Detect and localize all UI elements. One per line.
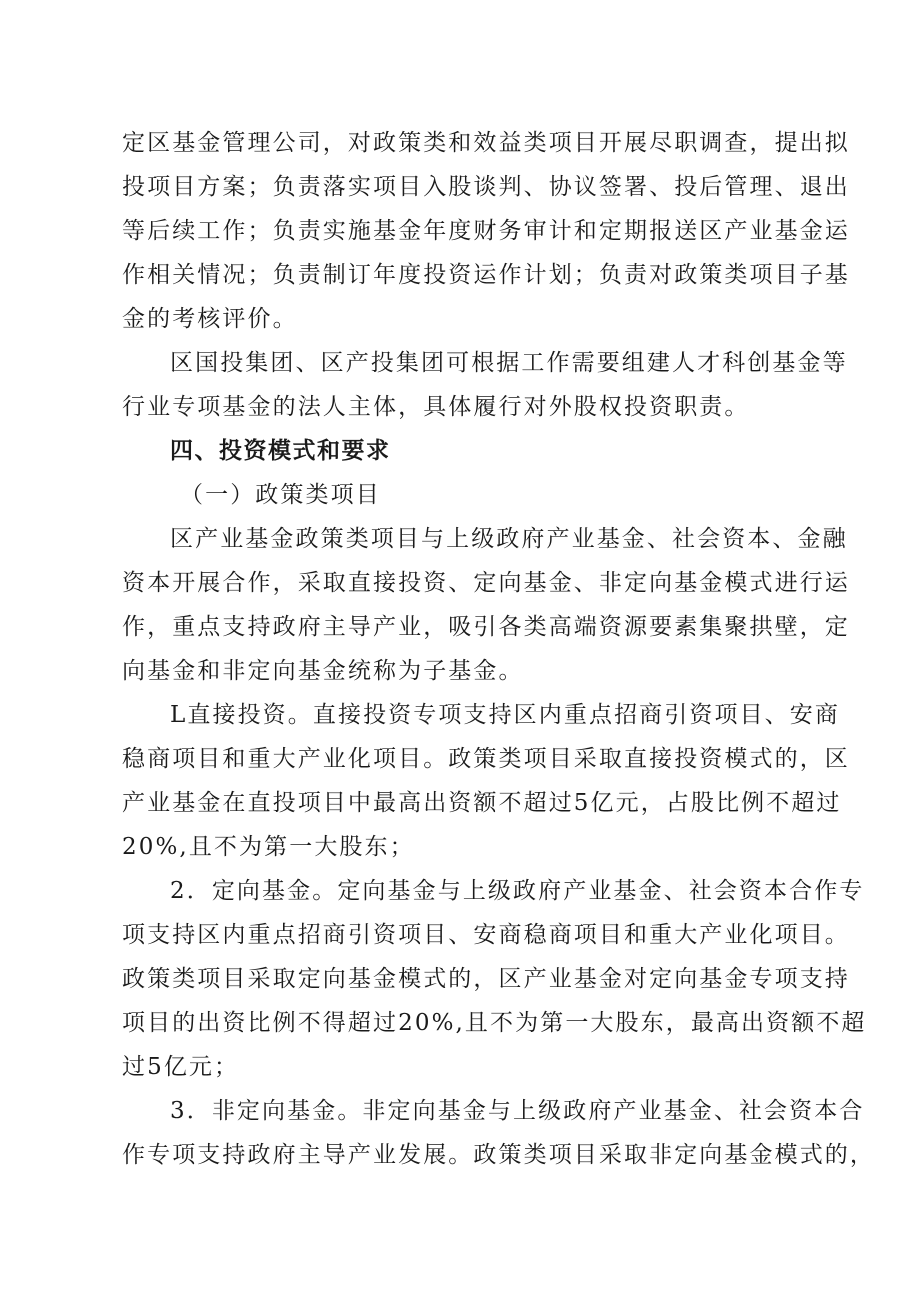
text-line: 投项目方案；负责落实项目入股谈判、协议签署、投后管理、退出 [122,174,850,200]
text-line: 区国投集团、区产投集团可根据工作需要组建人才科创基金等 [170,350,848,376]
text-line: 项支持区内重点招商引资项目、安商稳商项目和重大产业化项目。 [122,922,850,948]
text-line: 项目的出资比例不得超过20%,且不为第一大股东，最高出资额不超 [122,1010,867,1036]
text-line: 金的考核评价。 [122,306,298,332]
text-line: 作，重点支持政府主导产业，吸引各类高端资源要素集聚拱壁，定 [122,614,850,640]
text-line: 2．定向基金。定向基金与上级政府产业基金、社会资本合作专 [170,878,865,904]
section-heading: 四、投资模式和要求 [170,438,391,464]
subsection-heading: （一）政策类项目 [180,482,381,508]
text-line: 稳商项目和重大产业化项目。政策类项目采取直接投资模式的，区 [122,746,850,772]
text-line: 政策类项目采取定向基金模式的，区产业基金对定向基金专项支持 [122,966,850,992]
text-line: 定区基金管理公司，对政策类和效益类项目开展尽职调查，提出拟 [122,130,850,156]
text-line: L直接投资。直接投资专项支持区内重点招商引资项目、安商 [170,702,840,728]
text-line: 区产业基金政策类项目与上级政府产业基金、社会资本、金融 [170,526,848,552]
text-line: 产业基金在直投项目中最高出资额不超过5亿元，占股比例不超过 [122,790,842,816]
text-line: 作专项支持政府主导产业发展。政策类项目采取非定向基金模式的， [122,1142,875,1168]
text-line: 3．非定向基金。非定向基金与上级政府产业基金、社会资本合 [170,1098,865,1124]
text-line: 等后续工作；负责实施基金年度财务审计和定期报送区产业基金运 [122,218,850,244]
text-line: 过5亿元； [122,1054,240,1080]
text-line: 向基金和非定向基金统称为子基金。 [122,658,524,684]
text-line: 资本开展合作，采取直接投资、定向基金、非定向基金模式进行运 [122,570,850,596]
text-line: 行业专项基金的法人主体，具体履行对外股权投资职责。 [122,394,750,420]
text-line: 20%,且不为第一大股东； [122,834,415,860]
text-line: 作相关情况；负责制订年度投资运作计划；负责对政策类项目子基 [122,262,850,288]
